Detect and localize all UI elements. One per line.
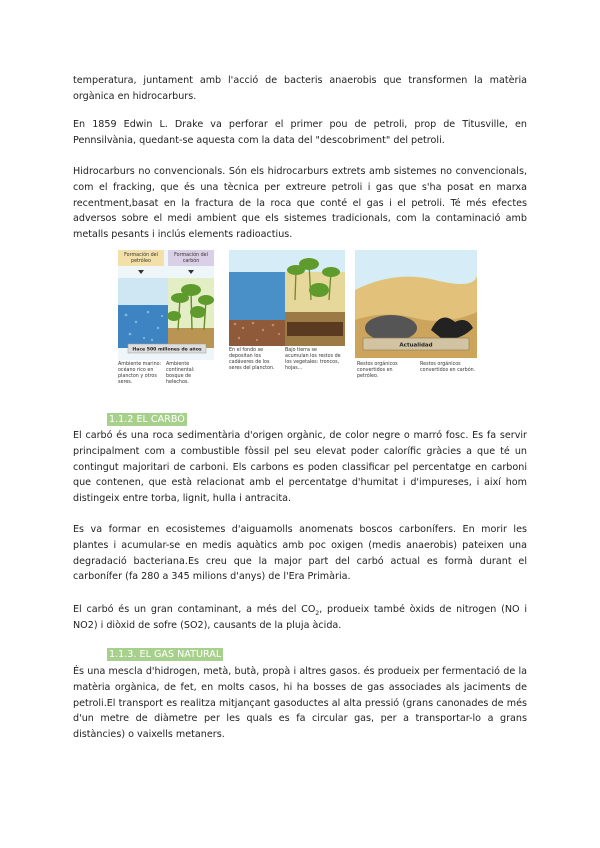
co2-subscript: 2 (315, 609, 320, 617)
paragraph-coal-pollution (73, 602, 527, 634)
caption-continental: Ambiente continental: bosque de helechos. (166, 362, 195, 385)
caption-plant-remains: Bajo tierra se acumulan los restos de los vegetales: troncos, hojas... (285, 348, 341, 371)
figure-panel-deposition (229, 250, 345, 346)
caption-marine: Ambiente marino: océano rico en plancton y otros seres. (118, 362, 162, 385)
figure-actualidad: Actualidad (399, 342, 433, 349)
heading-natural-gas: 1.1.3. EL GAS NATURAL (109, 649, 222, 660)
paragraph-drake: En 1859 Edwin L. Drake va perforar el primer pou de petroli, prop de Titusville, en Pennsilvània, quedant-se aquesta com la data del "descobriment" del petroli. (73, 119, 527, 146)
caption-oil-remains: Restos orgánicos convertidos en petróleo. (357, 362, 398, 379)
coal-pollution-text-a: El carbó és un gran contaminant, a més del CO (73, 604, 316, 615)
paragraph-coal-definition: El carbó és una roca sedimentària d'origen orgànic, de color negre o marró fosc. Es fa servir principalment com a combustible fòssil pel seu elevat poder calorífic gràcies a que té un contingut majoritari de carboni. Els carbons es poden classificar pel percentatge en carboni que contenen, que està relacionat amb el percentatge d'humitat i d'impureses, i així hom distingeix entre torba, lignit, hulla i antracita. (73, 430, 527, 505)
tag-petroleum-formation: Formación del petróleo (124, 253, 158, 264)
paragraph-unconventional: Hidrocarburs no convencionals. Són els hidrocarburs extrets amb sistemes no convencionals, com el fracking, que és una tècnica per extreure petroli i gas que s'ha posat en marxa recentment,basat en la fractura de la roca que conté el gas i el petroli. Té més efectes adversos sobre el medi ambient que els sistemes tradicionals, com la contaminació amb metalls pesants i inclús elements radioactius. (73, 166, 527, 241)
caption-plankton-deposit: En el fondo se depositan los cadáveres de los seres del plancton. (229, 348, 275, 371)
figure-panel-today (355, 250, 477, 358)
figure-banner: Hace 500 millones de años (132, 347, 202, 353)
paragraph-hydrocarbons-end: temperatura, juntament amb l'acció de bacteris anaerobis que transformen la matèria orgànica en hidrocarburs. (73, 75, 527, 102)
tag-coal-formation: Formación del carbón (174, 253, 208, 264)
heading-coal: 1.1.2 EL CARBÓ (109, 414, 185, 425)
paragraph-natural-gas: És una mescla d'hidrogen, metà, butà, propà i altres gasos. és produeix per fermentació de la matèria orgànica, de fet, en molts casos, hi ha bosses de gas associades als jaciments de petroli.El transport es realitza mitjançant gasoductes al alta pressió (grans canonades de més d'un metre de diàmetre per les quals es fa circular gas, per a transportar-lo a grans distàncies) o vaixells metaners. (73, 666, 527, 741)
caption-coal-remains: Restos orgánicos convertidos en carbón. (420, 362, 476, 373)
figure-panel-past (118, 250, 214, 360)
paragraph-coal-formation: Es va formar en ecosistemes d'aiguamolls anomenats boscos carbonífers. En morir les plantes i acumular-se en medis aquàtics amb poc oxigen (medis anaerobis) pateixen una degradació bacteriana.Es creu que la major part del carbó actual es formà durant el carbonífer (fa 280 a 345 milions d'anys) de l'Era Primària. (73, 524, 527, 583)
coal-pollution-text-b: , produeix també òxids de nitrogen (NO i NO2) i diòxid de sofre (SO2), causants de la pluja àcida. (73, 604, 527, 631)
